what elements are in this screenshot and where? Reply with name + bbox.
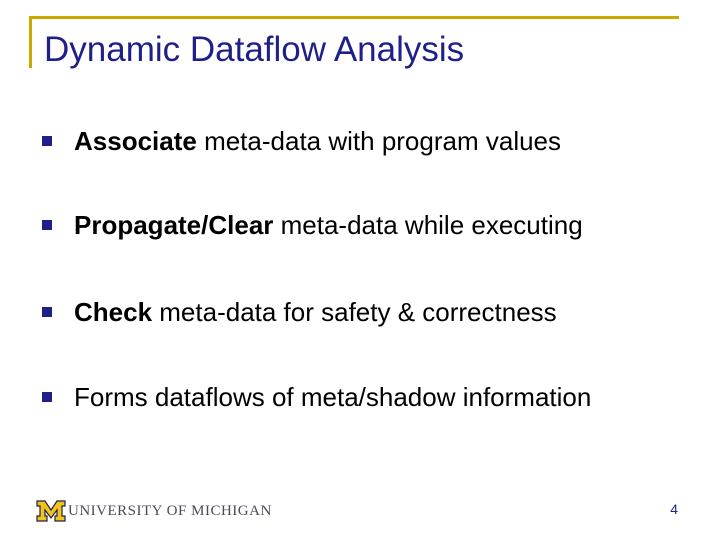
bullet-item: [42, 205, 583, 245]
university-logo: [36, 497, 272, 525]
bullet-text: [74, 296, 557, 328]
square-bullet-icon: [42, 136, 52, 146]
block-m-icon: [36, 499, 66, 523]
bullet-keyword: Check: [74, 297, 153, 327]
bullet-text: [74, 381, 591, 413]
bullet-text: [74, 209, 583, 241]
title-frame-left-rule: [29, 16, 32, 68]
title-frame-top-rule: [29, 16, 679, 19]
bullet-item: [42, 377, 591, 417]
bullet-rest: meta-data for safety & correctness: [152, 297, 557, 327]
logo-wordmark: UNIVERSITY OF MICHIGAN: [68, 502, 272, 519]
bullet-keyword: Associate: [74, 126, 197, 156]
slide-title: Dynamic Dataflow Analysis: [44, 30, 465, 69]
square-bullet-icon: [42, 220, 52, 230]
square-bullet-icon: [42, 307, 52, 317]
page-number: 4: [670, 501, 678, 517]
bullet-rest: Forms dataflows of meta/shadow information: [74, 382, 592, 412]
bullet-rest: meta-data with program values: [196, 126, 562, 156]
bullet-rest: meta-data while executing: [273, 210, 583, 240]
square-bullet-icon: [42, 392, 52, 402]
bullet-text: [74, 125, 561, 157]
bullet-item: [42, 292, 557, 332]
bullet-item: [42, 121, 561, 161]
bullet-keyword: Propagate/Clear: [74, 210, 274, 240]
